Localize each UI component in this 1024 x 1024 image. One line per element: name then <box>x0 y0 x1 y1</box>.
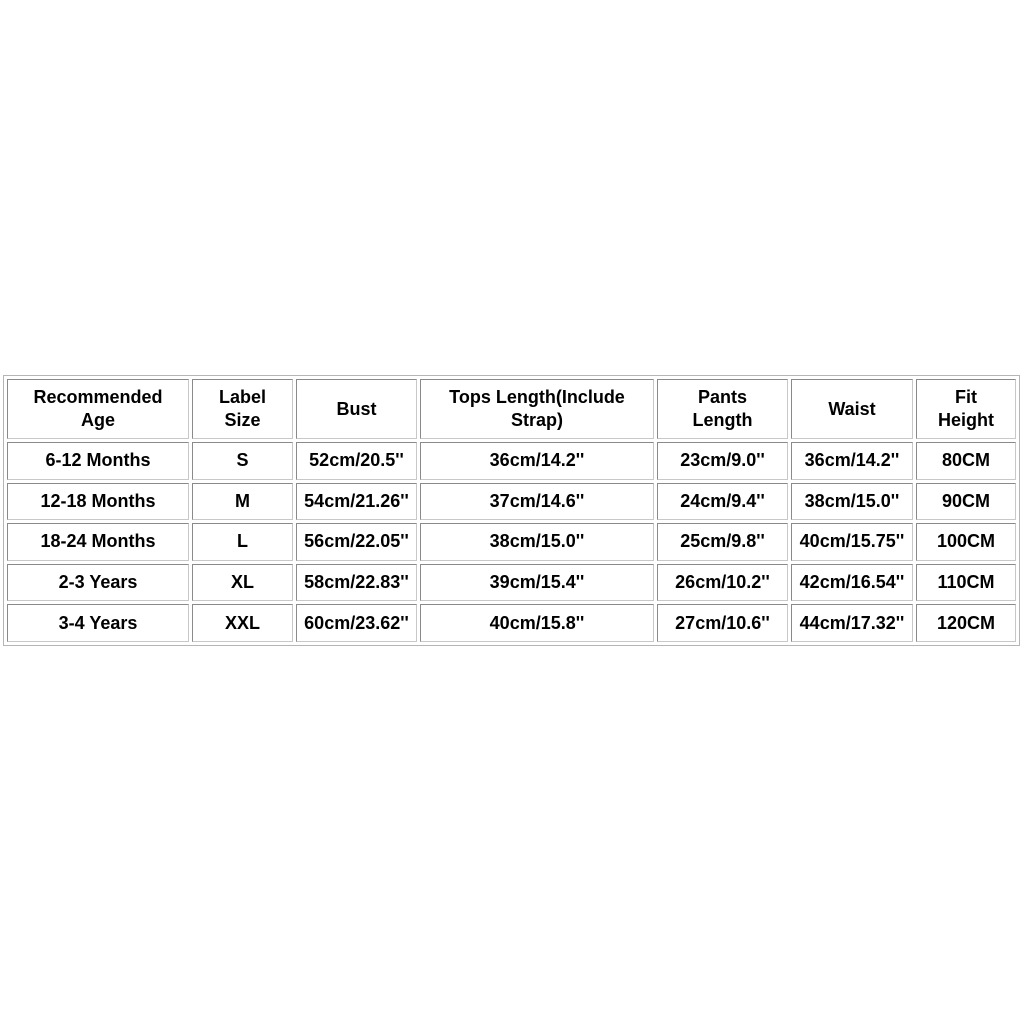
table-row <box>7 564 1016 602</box>
cell-fit-height: 90CM <box>916 483 1016 521</box>
cell-bust: 58cm/22.83'' <box>296 564 417 602</box>
cell-waist: 36cm/14.2'' <box>791 442 913 480</box>
table-row <box>7 604 1016 642</box>
cell-pants-length: 27cm/10.6'' <box>657 604 788 642</box>
size-chart-table <box>4 376 1019 645</box>
cell-label-size: S <box>192 442 293 480</box>
cell-bust: 54cm/21.26'' <box>296 483 417 521</box>
header-bust: Bust <box>296 379 417 439</box>
cell-age: 3-4 Years <box>7 604 189 642</box>
cell-bust: 52cm/20.5'' <box>296 442 417 480</box>
cell-waist: 38cm/15.0'' <box>791 483 913 521</box>
cell-label-size: M <box>192 483 293 521</box>
cell-tops-length: 36cm/14.2'' <box>420 442 654 480</box>
header-waist: Waist <box>791 379 913 439</box>
cell-age: 18-24 Months <box>7 523 189 561</box>
cell-fit-height: 100CM <box>916 523 1016 561</box>
table-row <box>7 523 1016 561</box>
size-chart <box>3 375 1020 646</box>
cell-fit-height: 120CM <box>916 604 1016 642</box>
cell-label-size: L <box>192 523 293 561</box>
header-tops-length: Tops Length(Include Strap) <box>420 379 654 439</box>
cell-bust: 60cm/23.62'' <box>296 604 417 642</box>
cell-pants-length: 23cm/9.0'' <box>657 442 788 480</box>
header-pants-length: Pants Length <box>657 379 788 439</box>
cell-waist: 44cm/17.32'' <box>791 604 913 642</box>
header-recommended-age: Recommended Age <box>7 379 189 439</box>
cell-bust: 56cm/22.05'' <box>296 523 417 561</box>
cell-age: 12-18 Months <box>7 483 189 521</box>
cell-tops-length: 38cm/15.0'' <box>420 523 654 561</box>
table-row <box>7 442 1016 480</box>
header-row <box>7 379 1016 439</box>
cell-tops-length: 40cm/15.8'' <box>420 604 654 642</box>
cell-label-size: XL <box>192 564 293 602</box>
cell-label-size: XXL <box>192 604 293 642</box>
cell-fit-height: 80CM <box>916 442 1016 480</box>
cell-age: 6-12 Months <box>7 442 189 480</box>
header-label-size: Label Size <box>192 379 293 439</box>
header-fit-height: Fit Height <box>916 379 1016 439</box>
cell-pants-length: 25cm/9.8'' <box>657 523 788 561</box>
cell-waist: 40cm/15.75'' <box>791 523 913 561</box>
cell-waist: 42cm/16.54'' <box>791 564 913 602</box>
table-row <box>7 483 1016 521</box>
cell-age: 2-3 Years <box>7 564 189 602</box>
cell-pants-length: 26cm/10.2'' <box>657 564 788 602</box>
cell-tops-length: 39cm/15.4'' <box>420 564 654 602</box>
cell-pants-length: 24cm/9.4'' <box>657 483 788 521</box>
cell-tops-length: 37cm/14.6'' <box>420 483 654 521</box>
cell-fit-height: 110CM <box>916 564 1016 602</box>
